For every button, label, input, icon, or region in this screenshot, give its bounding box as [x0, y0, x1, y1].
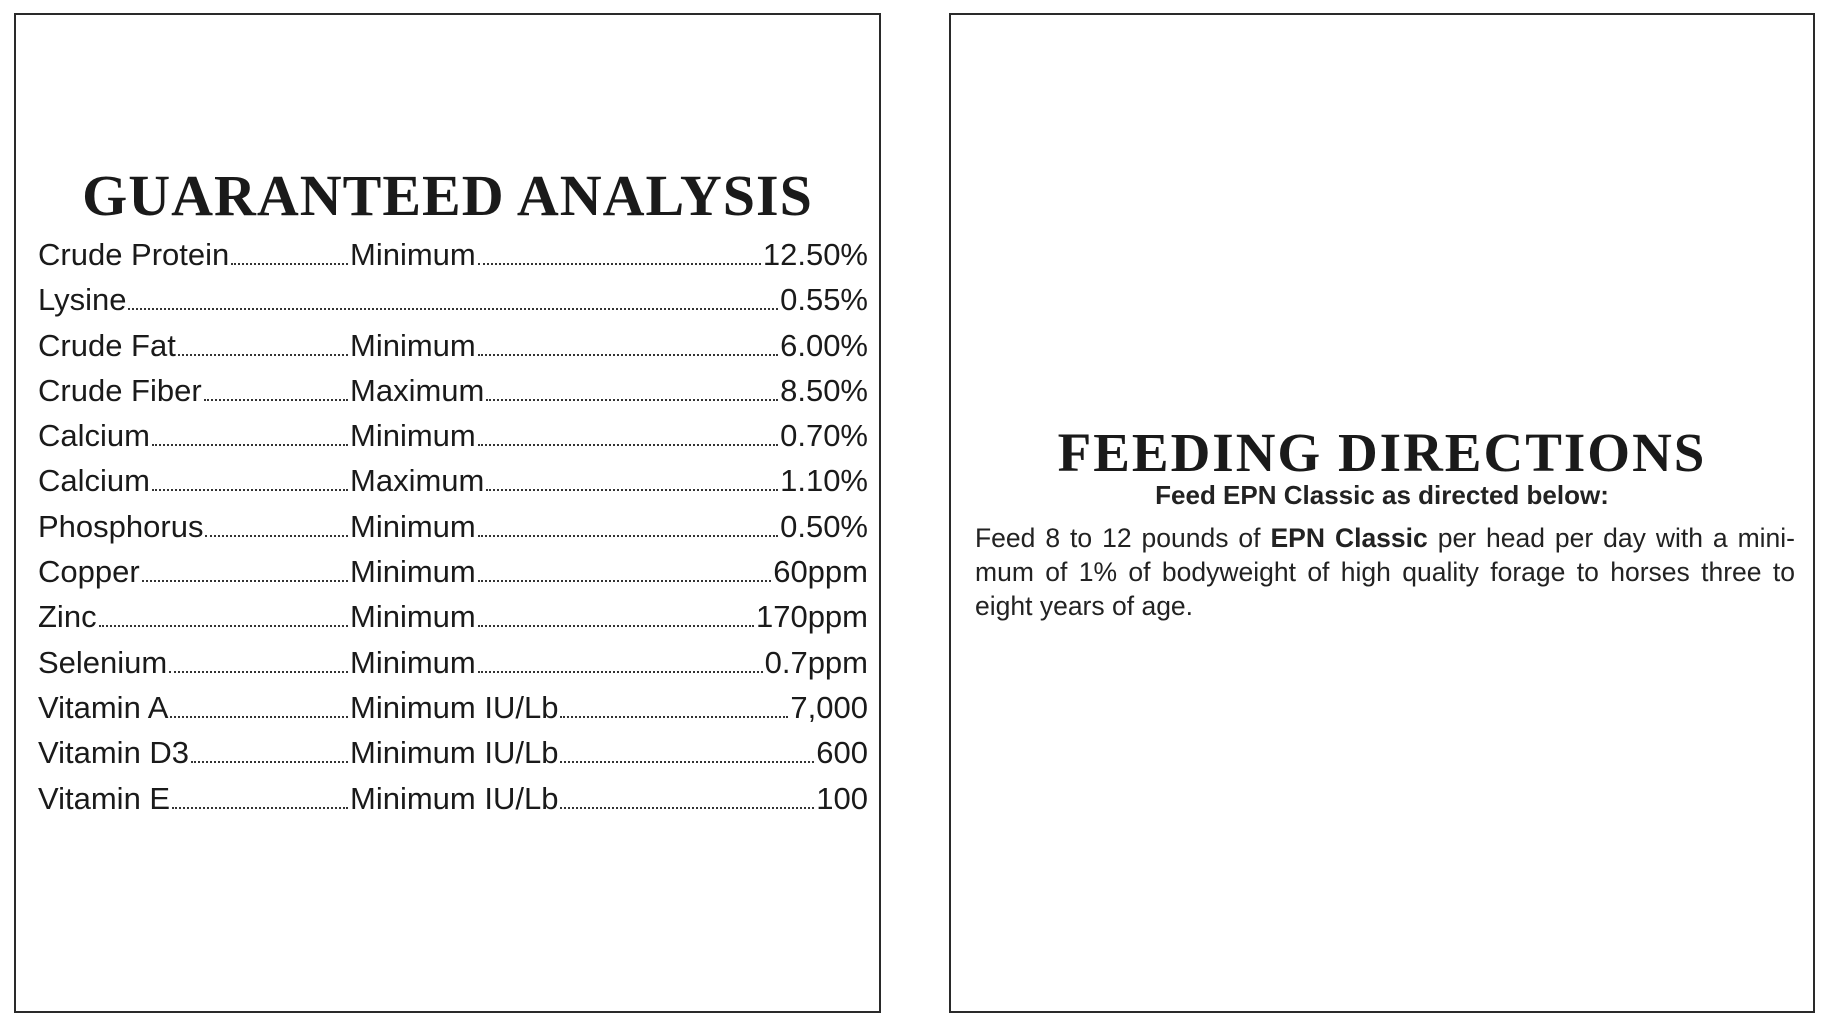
nutrient-qualifier: Minimum — [350, 237, 476, 272]
dot-leader — [478, 263, 761, 265]
nutrient-name: Zinc — [38, 599, 97, 635]
nutrient-value: 0.55% — [780, 282, 868, 318]
dot-leader — [170, 716, 348, 718]
guaranteed-analysis-panel — [14, 13, 881, 1013]
analysis-row — [38, 373, 868, 418]
nutrient-qualifier: Maximum — [350, 463, 485, 499]
dot-leader — [142, 580, 348, 582]
directions-body-prefix: Feed 8 to 12 pounds of — [975, 523, 1271, 553]
directions-body-product: EPN Classic — [1270, 523, 1428, 553]
nutrient-name: Crude Fat — [38, 327, 176, 363]
nutrient-name: Calcium — [38, 418, 150, 454]
analysis-row — [38, 645, 868, 690]
analysis-row — [38, 599, 868, 644]
nutrient-qualifier: Maximum — [350, 372, 485, 408]
nutrient-value: 12.50% — [762, 237, 868, 272]
nutrient-name: Phosphorus — [38, 508, 204, 544]
nutrient-value: 1.10% — [780, 463, 868, 499]
nutrient-qualifier: Minimum IU/Lb — [350, 735, 559, 771]
nutrient-name: Vitamin D3 — [38, 735, 190, 771]
analysis-row — [38, 237, 868, 282]
dot-leader — [205, 535, 348, 537]
nutrient-value: 600 — [816, 735, 868, 771]
guaranteed-analysis-title: GUARANTEED ANALYSIS — [82, 163, 813, 228]
feeding-directions-title: FEEDING DIRECTIONS — [1057, 422, 1707, 483]
analysis-row — [38, 781, 868, 826]
analysis-row — [38, 328, 868, 373]
dot-leader — [560, 716, 788, 718]
analysis-row — [38, 463, 868, 508]
dot-leader — [478, 671, 763, 673]
nutrient-value: 0.50% — [780, 508, 868, 544]
dot-leader — [152, 489, 348, 491]
dot-leader — [231, 263, 348, 265]
nutrient-qualifier: Minimum — [350, 418, 476, 454]
dot-leader — [478, 580, 771, 582]
analysis-row — [38, 509, 868, 554]
dot-leader — [169, 671, 348, 673]
nutrient-name: Copper — [38, 554, 140, 590]
nutrient-name: Lysine — [38, 282, 127, 318]
dot-leader — [478, 444, 778, 446]
nutrient-qualifier: Minimum IU/Lb — [350, 689, 559, 725]
nutrient-qualifier: Minimum — [350, 644, 476, 680]
feeding-directions-subtitle: Feed EPN Classic as directed below: — [1155, 480, 1609, 510]
feeding-directions-body — [975, 521, 1795, 623]
analysis-row — [38, 735, 868, 780]
nutrient-value: 7,000 — [790, 689, 868, 725]
dot-leader — [128, 308, 778, 310]
analysis-row — [38, 282, 868, 327]
nutrient-name: Selenium — [38, 644, 168, 680]
dot-leader — [486, 489, 778, 491]
nutrient-name: Calcium — [38, 463, 150, 499]
dot-leader — [560, 807, 814, 809]
directions-body-suffix: per head per day with a mini-mum of 1% of bodyweight of high quality forage to horses three to eight years of age. — [975, 523, 1796, 621]
nutrient-qualifier: Minimum — [350, 508, 476, 544]
dot-leader — [478, 354, 778, 356]
nutrient-qualifier: Minimum — [350, 554, 476, 590]
dot-leader — [99, 625, 348, 627]
nutrient-value: 0.70% — [780, 418, 868, 454]
nutrient-value: 100 — [816, 780, 868, 816]
nutrient-name: Vitamin E — [38, 780, 171, 816]
nutrient-value: 0.7ppm — [764, 644, 868, 680]
nutrient-name: Crude Protein — [38, 237, 230, 272]
dot-leader — [152, 444, 348, 446]
analysis-row — [38, 418, 868, 463]
analysis-row — [38, 554, 868, 599]
nutrient-qualifier: Minimum — [350, 599, 476, 635]
dot-leader — [178, 354, 348, 356]
dot-leader — [478, 535, 778, 537]
dot-leader — [204, 399, 348, 401]
analysis-row — [38, 690, 868, 735]
dot-leader — [172, 807, 348, 809]
nutrient-value: 8.50% — [780, 372, 868, 408]
nutrient-value: 6.00% — [780, 327, 868, 363]
dot-leader — [191, 761, 348, 763]
nutrient-value: 60ppm — [773, 554, 868, 590]
dot-leader — [486, 399, 778, 401]
nutrient-name: Vitamin A — [38, 689, 169, 725]
dot-leader — [478, 625, 754, 627]
nutrient-value: 170ppm — [755, 599, 868, 635]
dot-leader — [560, 761, 814, 763]
guaranteed-analysis-table — [38, 237, 868, 826]
nutrient-qualifier: Minimum — [350, 327, 476, 363]
feeding-directions-panel — [949, 13, 1815, 1013]
nutrient-name: Crude Fiber — [38, 372, 202, 408]
nutrient-qualifier: Minimum IU/Lb — [350, 780, 559, 816]
